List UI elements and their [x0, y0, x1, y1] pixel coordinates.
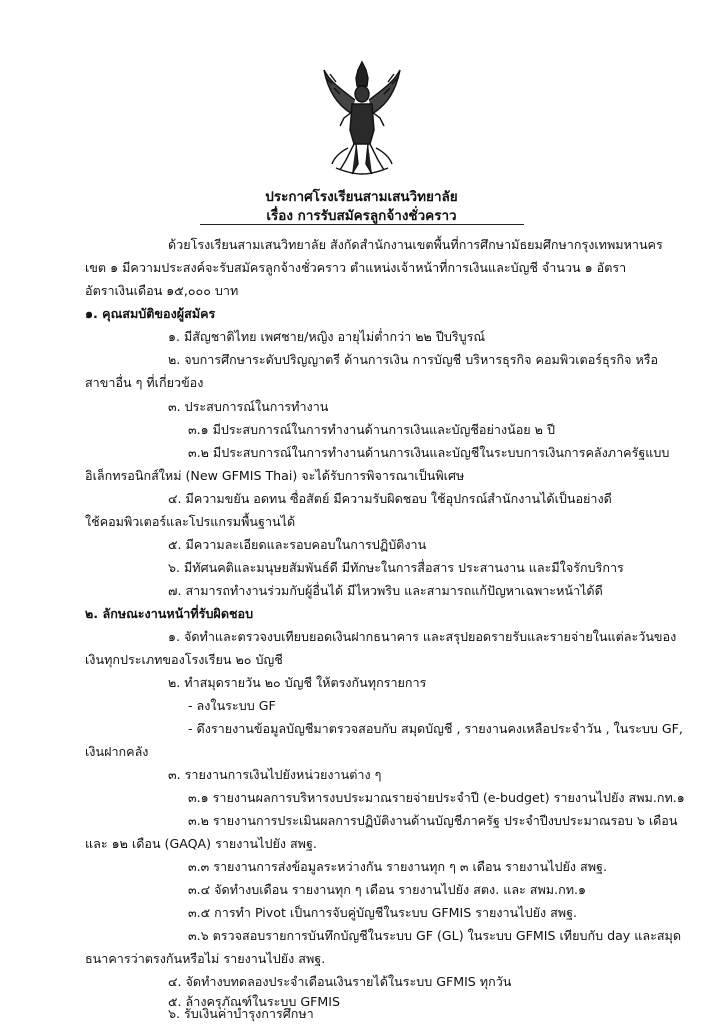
qualification-item: ๓. ประสบการณ์ในการทำงาน: [168, 399, 329, 414]
duty-item: ๓.๓ รายงานการส่งข้อมูลระหว่างกัน รายงานทุก ๆ ๓ เดือน รายงานไปยัง สพฐ.: [188, 859, 607, 874]
qualification-item: ๓.๒ มีประสบการณ์ในการทำงานด้านการเงินและบัญชีในระบบการเงินการคลังภาครัฐแบบ: [188, 445, 670, 460]
qualification-item: สาขาอื่น ๆ ที่เกี่ยวข้อง: [85, 375, 204, 390]
intro-line: ด้วยโรงเรียนสามเสนวิทยาลัย สังกัดสำนักงานเขตพื้นที่การศึกษามัธยมศึกษากรุงเทพมหานคร: [168, 237, 663, 252]
qualification-item: ๓.๑ มีประสบการณ์ในการทำงานด้านการเงินและบัญชีอย่างน้อย ๒ ปี: [188, 422, 555, 437]
duty-item: ธนาคารว่าตรงกันหรือไม่ รายงานไปยัง สพฐ.: [85, 951, 326, 966]
qualification-item: ๖. มีทัศนคติและมนุษยสัมพันธ์ดี มีทักษะในการสื่อสาร ประสานงาน และมีใจรักบริการ: [168, 560, 624, 575]
qualification-item: ใช้คอมพิวเตอร์และโปรแกรมพื้นฐานได้: [85, 514, 296, 529]
duty-item: และ ๑๒ เดือน (GAQA) รายงานไปยัง สพฐ.: [85, 836, 317, 851]
duty-item: ๓.๔ จัดทำงบเดือน รายงานทุก ๆ เดือน รายงานไปยัง สตง. และ สพม.กท.๑: [188, 882, 587, 897]
qualification-item: ๗. สามารถทำงานร่วมกับผู้อื่นได้ มีไหวพริบ และสามารถแก้ปัญหาเฉพาะหน้าได้ดี: [168, 583, 603, 598]
duty-item: - ดึงรายงานข้อมูลบัญชีมาตรวจสอบกับ สมุดบัญชี , รายงานคงเหลือประจำวัน , ในระบบ GF,: [188, 721, 683, 736]
duty-item: ๒. ทำสมุดรายวัน ๒๐ บัญชี ให้ตรงกันทุกรายการ: [168, 675, 427, 690]
duty-item: ๖. รับเงินค่าบำรุงการศึกษา: [168, 1006, 314, 1021]
announcement-subject: เรื่อง การรับสมัครลูกจ้างชั่วคราว: [266, 208, 457, 224]
qualification-item: ๕. มีความละเอียดและรอบคอบในการปฏิบัติงาน: [168, 537, 427, 552]
qualification-item: ๔. มีความขยัน อดทน ซื่อสัตย์ มีความรับผิดชอบ ใช้อุปกรณ์สำนักงานได้เป็นอย่างดี: [168, 491, 612, 506]
duty-item: เงินทุกประเภทของโรงเรียน ๒๐ บัญชี: [85, 652, 283, 667]
intro-line: เขต ๑ มีความประสงค์จะรับสมัครลูกจ้างชั่วคราว ตำแหน่งเจ้าหน้าที่การเงินและบัญชี จำนวน ๑ อัตรา: [85, 260, 627, 275]
duty-item: ๓.๒ รายงานการประเมินผลการปฏิบัติงานด้านบัญชีภาครัฐ ประจำปีงบประมาณรอบ ๖ เดือน: [188, 813, 678, 828]
announcement-title: ประกาศโรงเรียนสามเสนวิทยาลัย: [265, 189, 458, 205]
duty-item: ๓.๕ การทำ Pivot เป็นการจับคู่บัญชีในระบบ GFMIS รายงานไปยัง สพฐ.: [188, 905, 578, 920]
duty-item: ๑. จัดทำและตรวจงบเทียบยอดเงินฝากธนาคาร และสรุปยอดรายรับและรายจ่ายในแต่ละวันของ: [168, 629, 677, 644]
duty-item: เงินฝากคลัง: [85, 744, 149, 759]
garuda-emblem-icon: [322, 60, 402, 176]
duty-item: ๓. รายงานการเงินไปยังหน่วยงานต่าง ๆ: [168, 767, 382, 782]
intro-line: อัตราเงินเดือน ๑๕,๐๐๐ บาท: [85, 283, 239, 298]
duty-item: ๕. ล้างครุภัณฑ์ในระบบ GFMIS: [168, 994, 340, 1009]
qualification-item: ๑. มีสัญชาติไทย เพศชาย/หญิง อายุไม่ต่ำกว่า ๒๒ ปีบริบูรณ์: [168, 329, 486, 344]
qualification-item: อิเล็กทรอนิกส์ใหม่ (New GFMIS Thai) จะได้รับการพิจารณาเป็นพิเศษ: [85, 468, 465, 483]
section-heading-qualifications: ๑. คุณสมบัติของผู้สมัคร: [85, 306, 216, 321]
duty-item: ๓.๖ ตรวจสอบรายการบันทึกบัญชีในระบบ GF (GL) ในระบบ GFMIS เทียบกับ day และสมุด: [188, 928, 682, 943]
title-divider: [200, 224, 524, 225]
qualification-item: ๒. จบการศึกษาระดับปริญญาตรี ด้านการเงิน การบัญชี บริหารธุรกิจ คอมพิวเตอร์ธุรกิจ หรือ: [168, 352, 659, 367]
duty-item: - ลงในระบบ GF: [188, 698, 276, 713]
duty-item: ๓.๑ รายงานผลการบริหารงบประมาณรายจ่ายประจำปี (e-budget) รายงานไปยัง สพม.กท.๑: [188, 790, 685, 805]
duty-item: ๔. จัดทำงบทดลองประจำเดือนเงินรายได้ในระบบ GFMIS ทุกวัน: [168, 974, 512, 989]
section-heading-duties: ๒. ลักษณะงานหน้าที่รับผิดชอบ: [85, 606, 254, 621]
